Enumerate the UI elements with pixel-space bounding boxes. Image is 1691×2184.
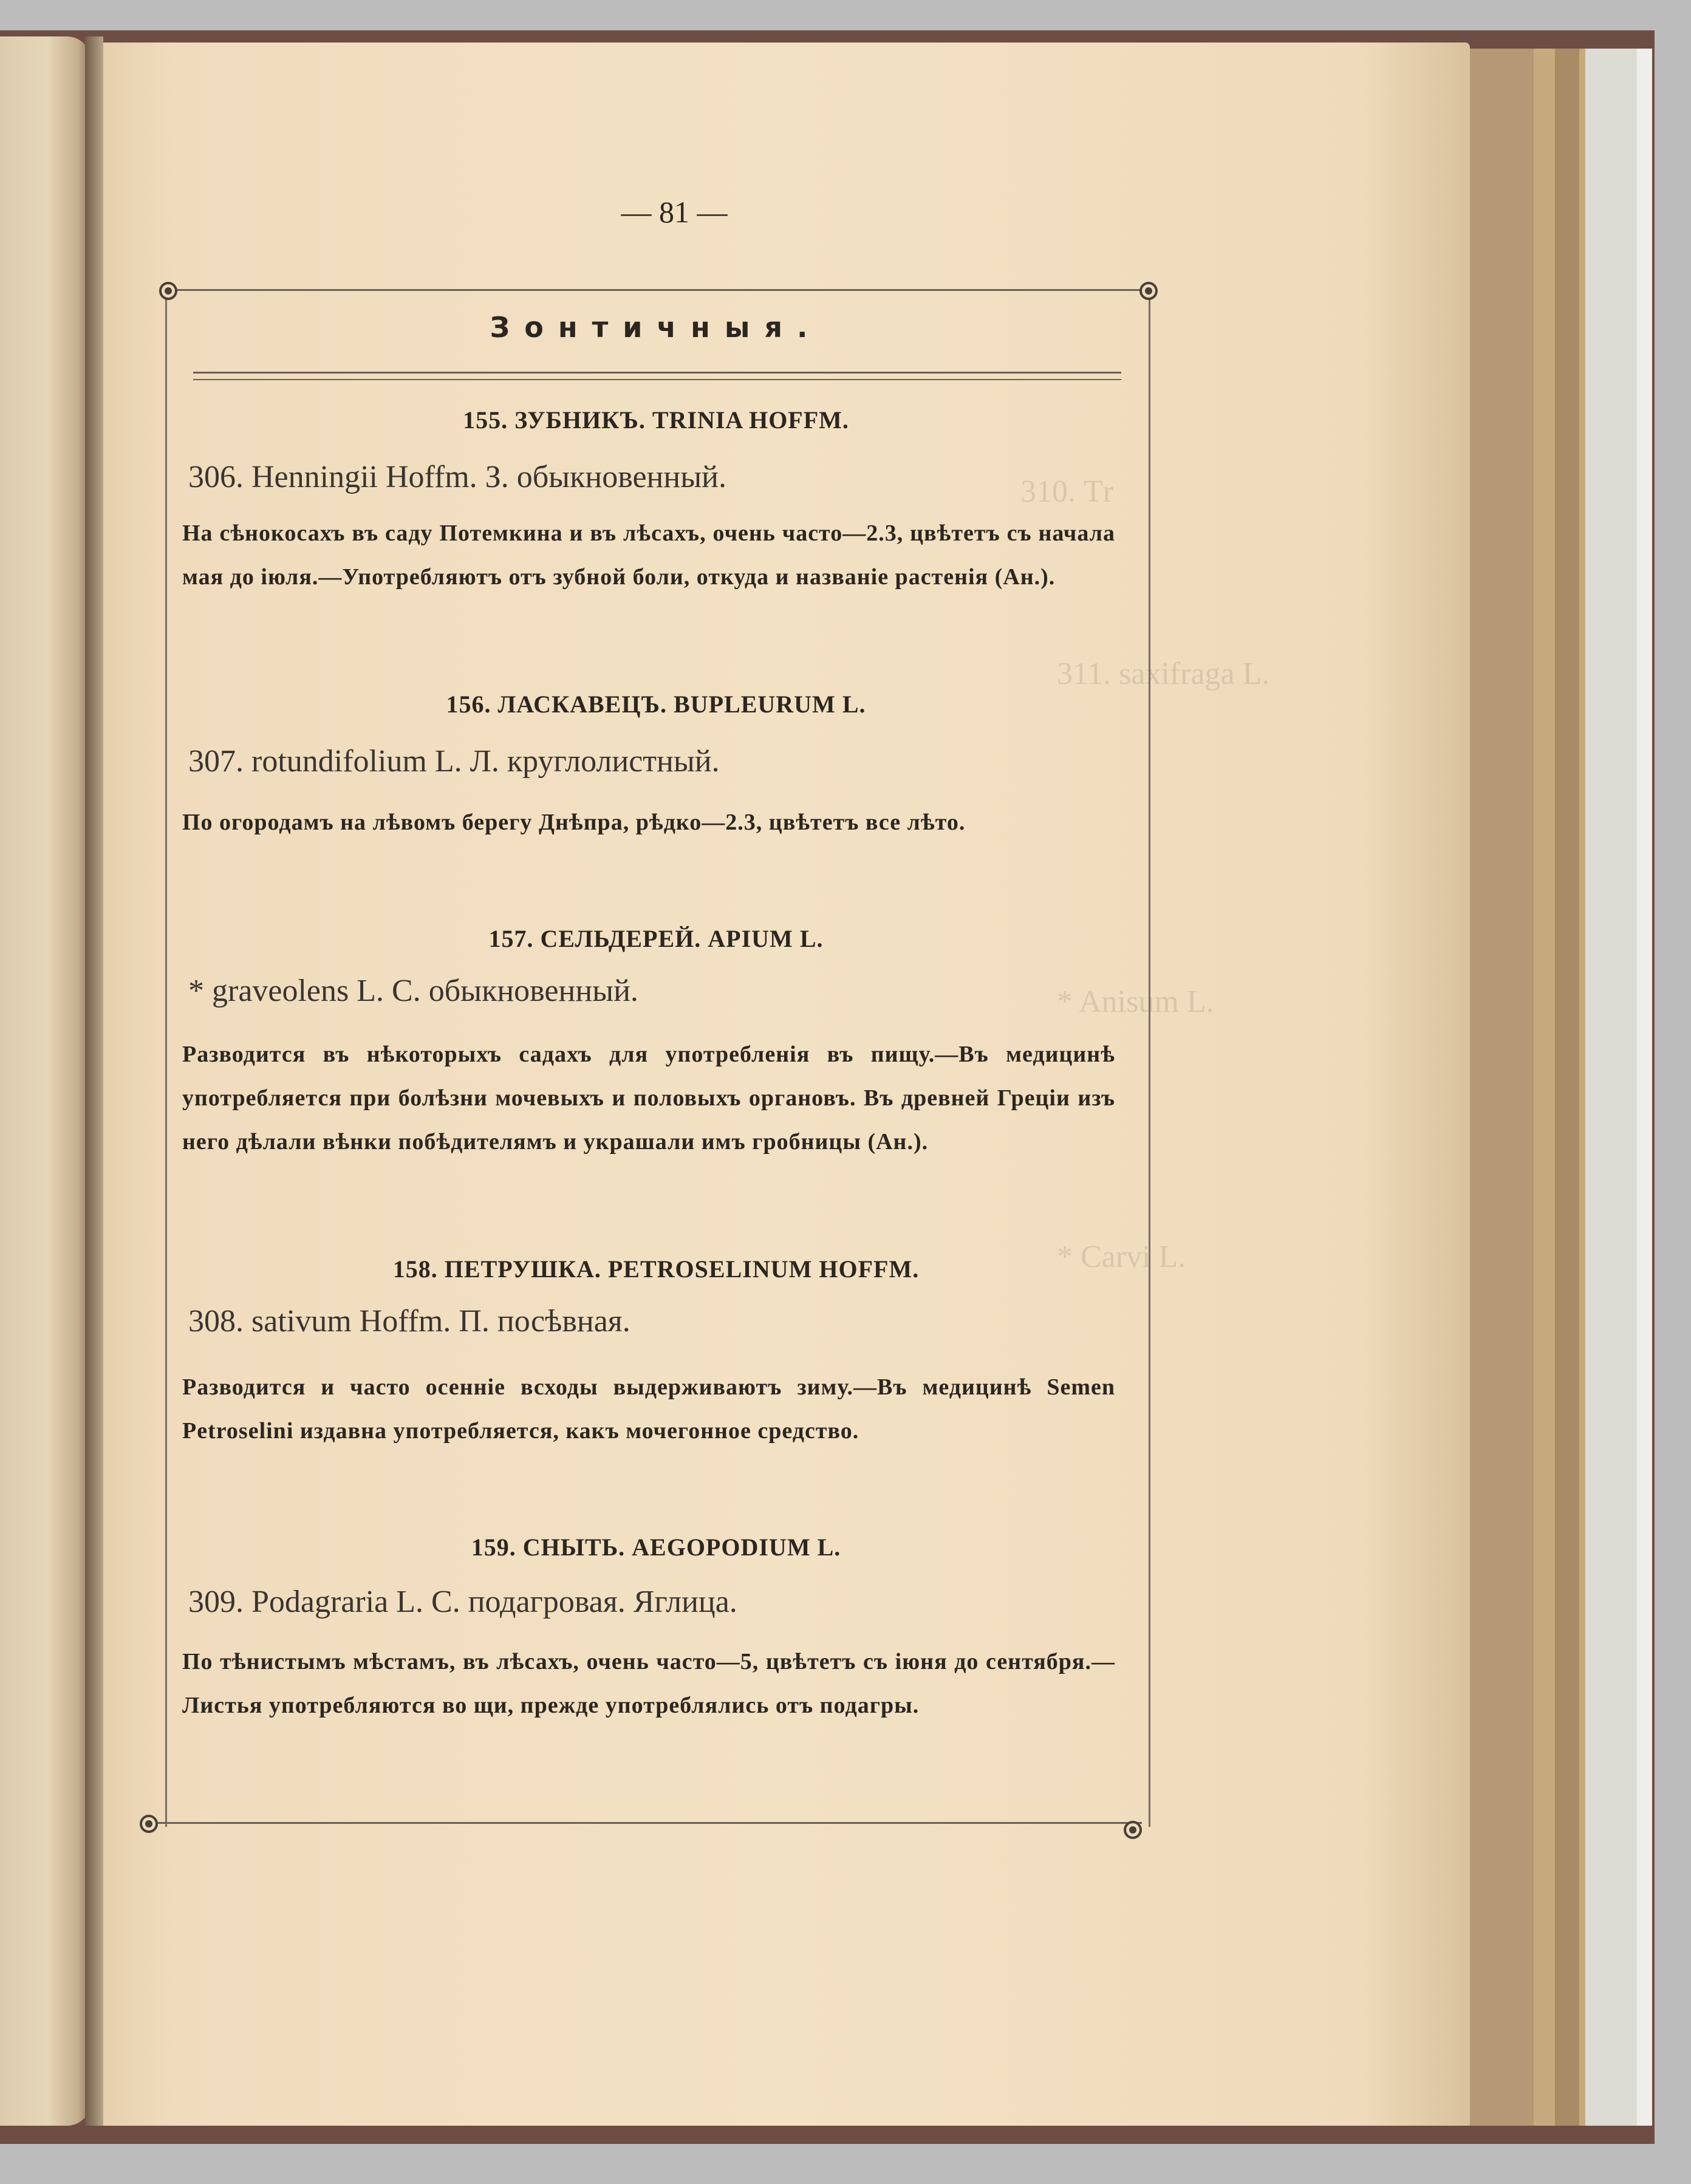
page-number: — 81 — (621, 195, 728, 229)
species-description: По огородамъ на лѣвомъ берегу Днѣпра, рѣдко—2.3, цвѣтетъ все лѣто. (182, 810, 966, 835)
species-name: 308. sativum Hoffm. П. посѣвная. (188, 1304, 630, 1339)
show-through: 311. saxifraga L. (1057, 657, 1270, 691)
heading-rule (193, 379, 1121, 380)
corner-ornament (1124, 1821, 1142, 1839)
gutter-shadow (85, 36, 103, 2126)
species-name: 309. Podagraria L. С. подагровая. Яглица. (188, 1585, 737, 1619)
genus-heading: 157. СЕЛЬДЕРЕЙ. APIUM L. (488, 925, 824, 952)
genus-heading: 158. ПЕТРУШКА. PETROSELINUM HOFFM. (392, 1255, 920, 1283)
heading-rule (193, 372, 1121, 374)
species-description: По тѣнистымъ мѣстамъ, въ лѣсахъ, очень часто—5, цвѣтетъ съ іюня до сентября.—Листья употребляются во щи, прежде употреблялись отъ подагры. (182, 1649, 1115, 1718)
species-description: На сѣнокосахъ въ саду Потемкина и въ лѣсахъ, очень часто—2.3, цвѣтетъ съ начала мая до іюля.—Употребляютъ отъ зубной боли, откуда и названіе растенія (Ан.). (182, 520, 1115, 590)
page-edges (1555, 49, 1579, 2126)
section-heading: Зонтичныя. (490, 311, 822, 344)
genus-heading: 159. СНЫТЬ. AEGOPODIUM L. (471, 1534, 841, 1561)
genus-heading: 155. ЗУБНИКЪ. TRINIA HOFFM. (463, 406, 849, 434)
species-description: Разводится и часто осеннiе всходы выдерживаютъ зиму.—Въ медицинѣ Semen Petroselini издавна употребляется, какъ мочегонное средство. (182, 1374, 1115, 1444)
page-edges (1637, 49, 1652, 2126)
show-through: 310. Тr (1020, 474, 1114, 509)
show-through: * Carvi L. (1057, 1240, 1186, 1274)
corner-ornament (140, 1815, 158, 1833)
corner-ornament (159, 282, 177, 300)
page-edges (1470, 49, 1537, 2126)
species-name: 307. rotundifolium L. Л. круглолистный. (188, 744, 720, 779)
left-page-edge (0, 36, 91, 2126)
genus-heading: 156. ЛАСКАВЕЦЪ. BUPLEURUM L. (446, 691, 866, 718)
frame-bottom-rule (146, 1822, 1142, 1824)
species-name: 306. Henningii Hoffm. З. обыкновенный. (188, 460, 726, 494)
corner-ornament (1139, 282, 1158, 300)
show-through: * Anisum L. (1057, 985, 1214, 1019)
species-description: Разводится въ нѣкоторыхъ садахъ для употребленія въ пищу.—Въ медицинѣ употребляется при болѣзни мочевыхъ и половыхъ органовъ. Въ древней Греціи изъ него дѣлали вѣнки побѣдителямъ и украшали имъ гробницы (Ан.). (182, 1042, 1115, 1155)
species-name: * graveolens L. С. обыкновенный. (188, 974, 638, 1008)
